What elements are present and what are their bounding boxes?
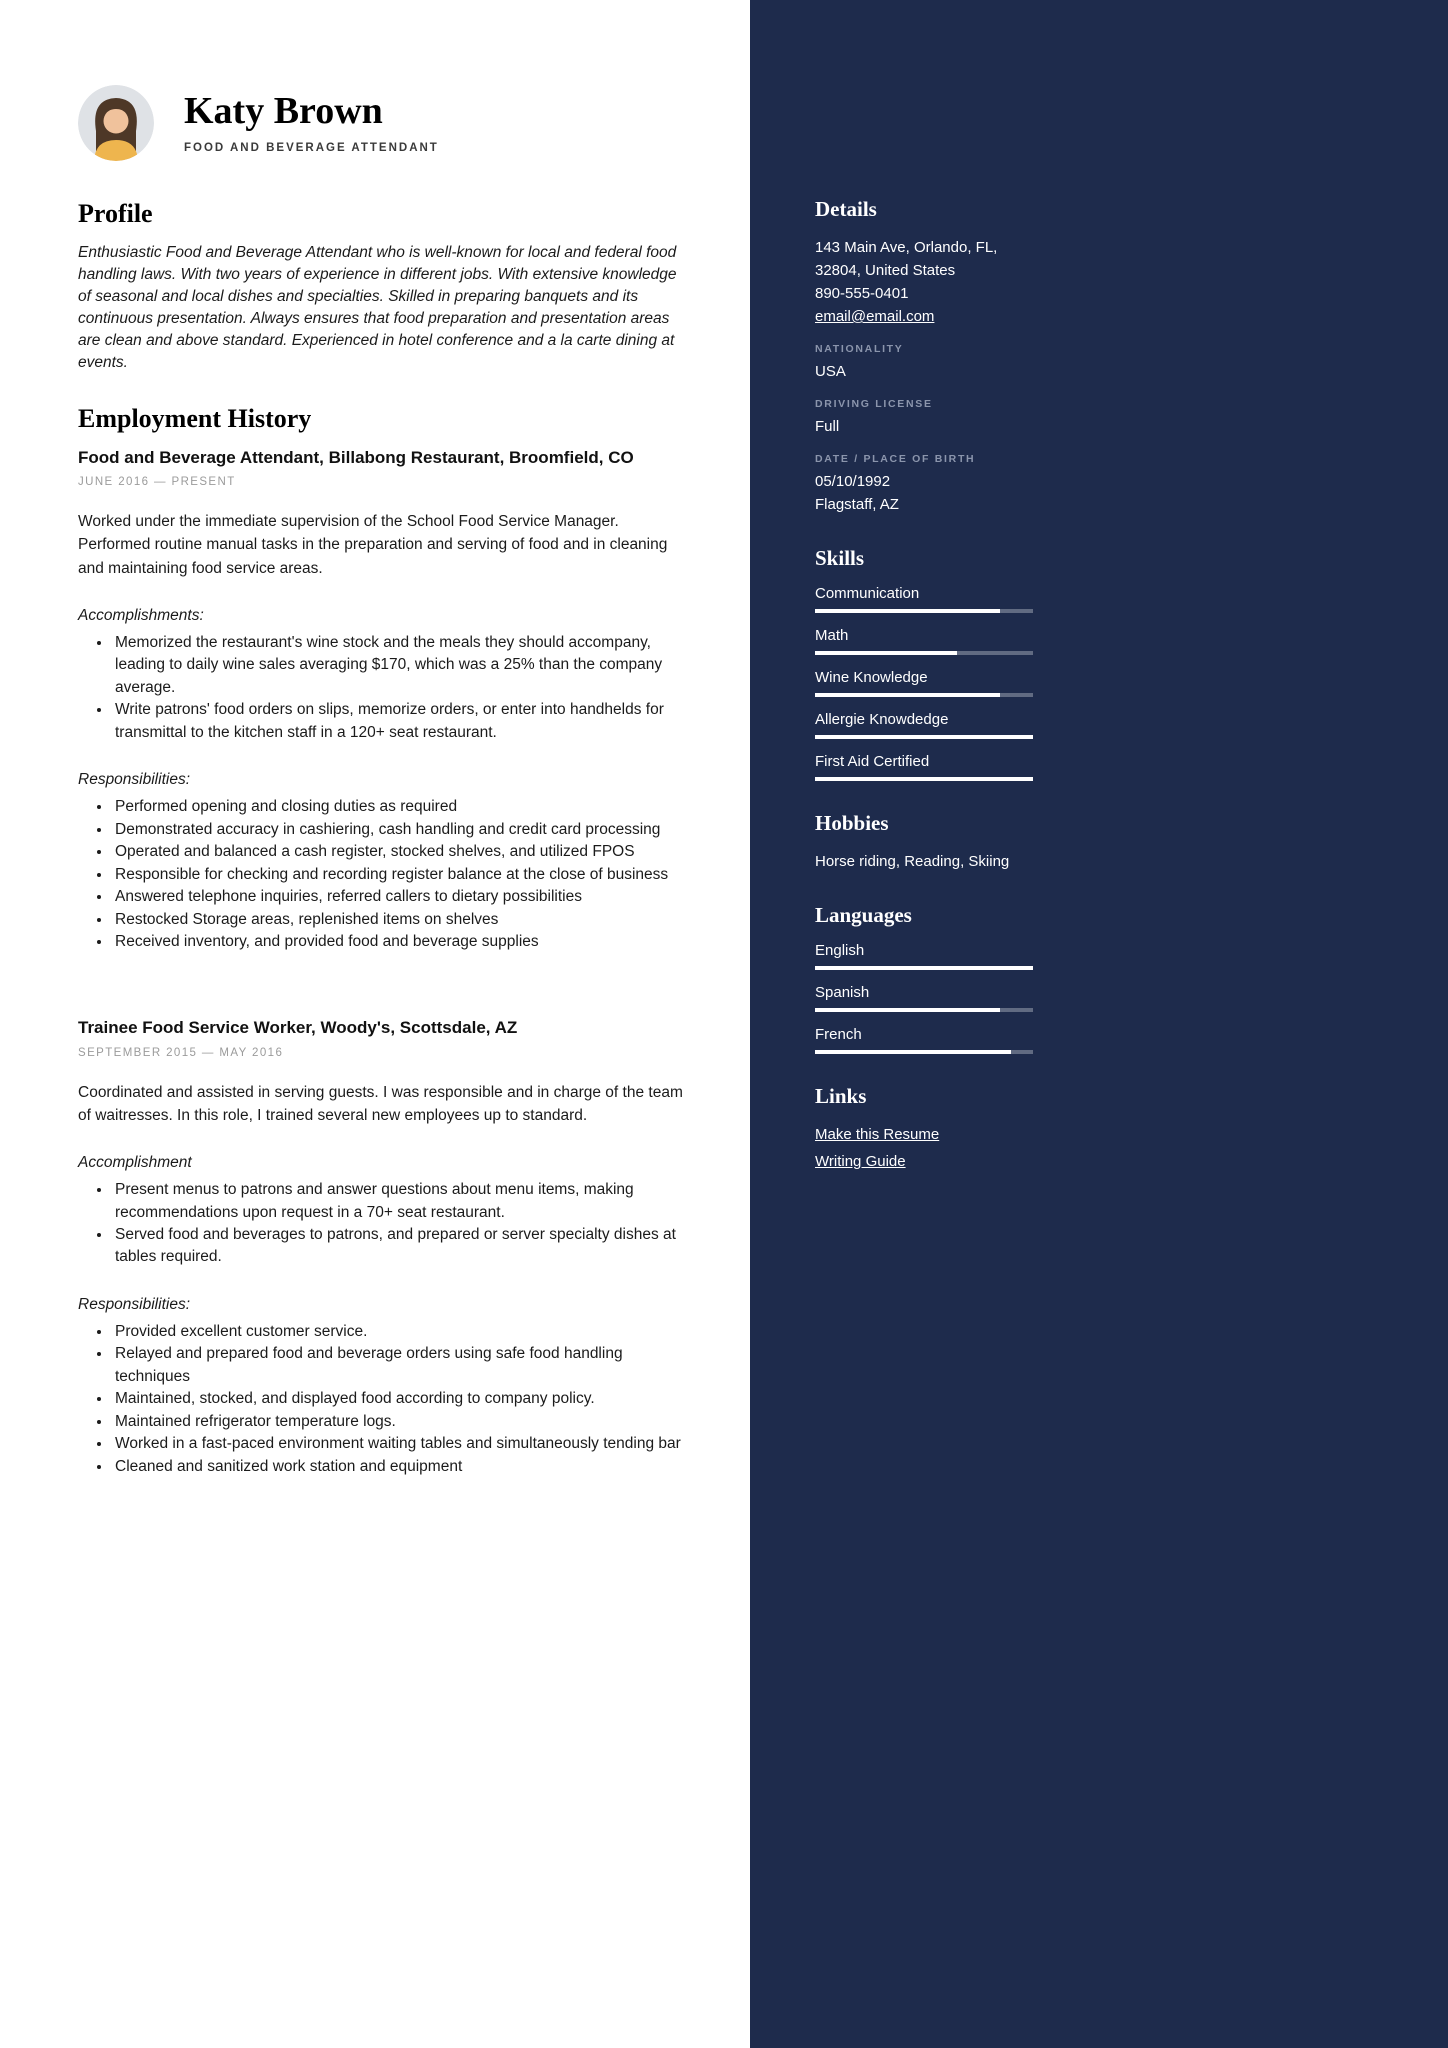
job-bullet: • Write patrons' food orders on slips, memorize orders, or enter into handhelds for transmittal to the kitchen staff in a 120+ seat restaurant. bbox=[112, 699, 692, 744]
skill-name: Math bbox=[815, 627, 849, 644]
job-summary: Coordinated and assisted in serving guests. I was responsible and in charge of the team of waitresses. In this role, I trained several new employees up to standard. bbox=[78, 1083, 683, 1124]
job-bullet: • Provided excellent customer service. bbox=[112, 1321, 692, 1343]
job-title: Food and Beverage Attendant, Billabong Restaurant, Broomfield, CO bbox=[78, 448, 634, 467]
languages-list bbox=[815, 942, 1033, 1054]
job-bullet: • Answered telephone inquiries, referred callers to dietary possibilities bbox=[112, 886, 692, 908]
language-item bbox=[815, 984, 1033, 1012]
skill-name: Communication bbox=[815, 585, 920, 602]
detail-field-label: NATIONALITY bbox=[815, 343, 904, 355]
job-section-label: Accomplishment bbox=[78, 1154, 192, 1172]
hobbies-heading: Hobbies bbox=[815, 811, 889, 835]
detail-field-label: DATE / PLACE OF BIRTH bbox=[815, 453, 976, 465]
skill-bar-fill bbox=[815, 777, 1033, 781]
skills-heading: Skills bbox=[815, 546, 865, 570]
candidate-name: Katy Brown bbox=[184, 90, 383, 133]
phone: 890-555-0401 bbox=[815, 285, 909, 302]
sidebar-link[interactable]: Writing Guide bbox=[815, 1153, 906, 1170]
language-name: English bbox=[815, 942, 865, 959]
sidebar bbox=[750, 0, 1448, 2048]
employment-heading: Employment History bbox=[78, 404, 312, 433]
skill-bar-fill bbox=[815, 609, 1000, 613]
details-fields bbox=[815, 343, 1033, 516]
skill-bar-fill bbox=[815, 651, 957, 655]
skill-item bbox=[815, 669, 1033, 697]
job-section-label: Accomplishments: bbox=[78, 606, 204, 624]
job-dates: JUNE 2016 — PRESENT bbox=[78, 476, 236, 489]
job-bullet-list bbox=[78, 632, 692, 744]
detail-field-value: 05/10/1992 bbox=[815, 473, 891, 490]
job-bullet: • Operated and balanced a cash register, stocked shelves, and utilized FPOS bbox=[112, 841, 692, 863]
job-bullet: • Performed opening and closing duties as required bbox=[112, 796, 692, 818]
links-list bbox=[815, 1123, 1033, 1173]
candidate-job-title: FOOD AND BEVERAGE ATTENDANT bbox=[184, 141, 439, 154]
job-bullet: • Restocked Storage areas, replenished items on shelves bbox=[112, 909, 692, 931]
links-section bbox=[815, 1084, 1033, 1173]
language-item bbox=[815, 1026, 1033, 1054]
jobs-list bbox=[78, 447, 692, 1478]
profile-text: Enthusiastic Food and Beverage Attendant who is well-known for local and federal food handling laws. With two years of experience in different jobs. With extensive knowledge of seasonal and local dishes and specialties. Skilled in preparing banquets and its continuous presentation. Always ensures that food preparation and presentation areas are clean and above standard. Experienced in hotel conference and a la carte dining at events. bbox=[78, 244, 677, 371]
job-bullet: • Served food and beverages to patrons, and prepared or server specialty dishes at tables required. bbox=[112, 1224, 692, 1269]
skills-list bbox=[815, 585, 1033, 781]
job-bullet: • Received inventory, and provided food and beverage supplies bbox=[112, 931, 692, 953]
detail-field-label: DRIVING LICENSE bbox=[815, 398, 933, 410]
job-bullet: • Present menus to patrons and answer questions about menu items, making recommendations upon request in a 70+ seat restaurant. bbox=[112, 1179, 692, 1224]
skill-item bbox=[815, 753, 1033, 781]
job-bullet: • Maintained, stocked, and displayed food according to company policy. bbox=[112, 1388, 692, 1410]
hobbies-section bbox=[815, 811, 1033, 873]
details-section bbox=[815, 197, 1033, 516]
language-bar-fill bbox=[815, 1050, 1011, 1054]
job-bullet: • Maintained refrigerator temperature logs. bbox=[112, 1411, 692, 1433]
job-bullet: • Responsible for checking and recording register balance at the close of business bbox=[112, 864, 692, 886]
details-heading: Details bbox=[815, 197, 877, 221]
skill-name: First Aid Certified bbox=[815, 753, 930, 770]
languages-heading: Languages bbox=[815, 903, 912, 927]
language-bar bbox=[815, 1050, 1033, 1054]
skill-item bbox=[815, 627, 1033, 655]
detail-field-value: USA bbox=[815, 363, 846, 380]
hobbies-text: Horse riding, Reading, Skiing bbox=[815, 853, 1010, 870]
job-bullet-list bbox=[78, 796, 692, 953]
avatar-image bbox=[78, 85, 154, 161]
header bbox=[78, 85, 692, 161]
job-bullet: • Relayed and prepared food and beverage orders using safe food handling techniques bbox=[112, 1343, 692, 1388]
email-link[interactable]: email@email.com bbox=[815, 308, 935, 325]
profile-section bbox=[78, 199, 692, 374]
job-bullet: • Worked in a fast-paced environment waiting tables and simultaneously tending bar bbox=[112, 1433, 692, 1455]
employment-section bbox=[78, 404, 692, 1478]
detail-field-value: Full bbox=[815, 418, 840, 435]
skill-bar bbox=[815, 735, 1033, 739]
language-bar bbox=[815, 966, 1033, 970]
skill-bar bbox=[815, 651, 1033, 655]
job-entry bbox=[78, 1017, 692, 1478]
language-bar bbox=[815, 1008, 1033, 1012]
skill-item bbox=[815, 711, 1033, 739]
job-section-label: Responsibilities: bbox=[78, 771, 190, 789]
skill-name: Wine Knowledge bbox=[815, 669, 928, 686]
job-dates: SEPTEMBER 2015 — MAY 2016 bbox=[78, 1046, 284, 1059]
skill-bar-fill bbox=[815, 735, 1033, 739]
skill-bar bbox=[815, 693, 1033, 697]
job-bullet: • Demonstrated accuracy in cashiering, cash handling and credit card processing bbox=[112, 819, 692, 841]
detail-field-value: Flagstaff, AZ bbox=[815, 496, 899, 513]
job-title: Trainee Food Service Worker, Woody's, Scottsdale, AZ bbox=[78, 1018, 518, 1038]
skills-section bbox=[815, 546, 1033, 781]
language-name: Spanish bbox=[815, 984, 870, 1001]
job-entry bbox=[78, 447, 692, 953]
job-section-label: Responsibilities: bbox=[78, 1295, 190, 1313]
job-bullet: • Memorized the restaurant's wine stock and the meals they should accompany, leading to daily wine sales averaging $170, which was a 25% than the company average. bbox=[112, 632, 692, 699]
skill-item bbox=[815, 585, 1033, 613]
language-bar-fill bbox=[815, 1008, 1000, 1012]
skill-name: Allergie Knowdedge bbox=[815, 711, 949, 728]
skill-bar bbox=[815, 777, 1033, 781]
job-bullet: • Cleaned and sanitized work station and equipment bbox=[112, 1456, 692, 1478]
address-line: 143 Main Ave, Orlando, FL, bbox=[815, 239, 998, 256]
address bbox=[815, 236, 1033, 282]
sidebar-content bbox=[815, 197, 1033, 1173]
skill-bar bbox=[815, 609, 1033, 613]
job-summary: Worked under the immediate supervision of the School Food Service Manager. Performed routine manual tasks in the preparation and serving of food and in cleaning and maintaining food service areas. bbox=[78, 513, 668, 577]
language-item bbox=[815, 942, 1033, 970]
language-name: French bbox=[815, 1026, 862, 1043]
skill-bar-fill bbox=[815, 693, 1000, 697]
sidebar-link[interactable]: Make this Resume bbox=[815, 1126, 940, 1143]
job-bullet-list bbox=[78, 1179, 692, 1269]
links-heading: Links bbox=[815, 1084, 867, 1108]
address-line: 32804, United States bbox=[815, 262, 956, 279]
profile-heading: Profile bbox=[78, 199, 153, 228]
avatar bbox=[78, 85, 154, 161]
job-bullet-list bbox=[78, 1321, 692, 1478]
header-text bbox=[184, 92, 439, 154]
language-bar-fill bbox=[815, 966, 1033, 970]
languages-section bbox=[815, 903, 1033, 1054]
